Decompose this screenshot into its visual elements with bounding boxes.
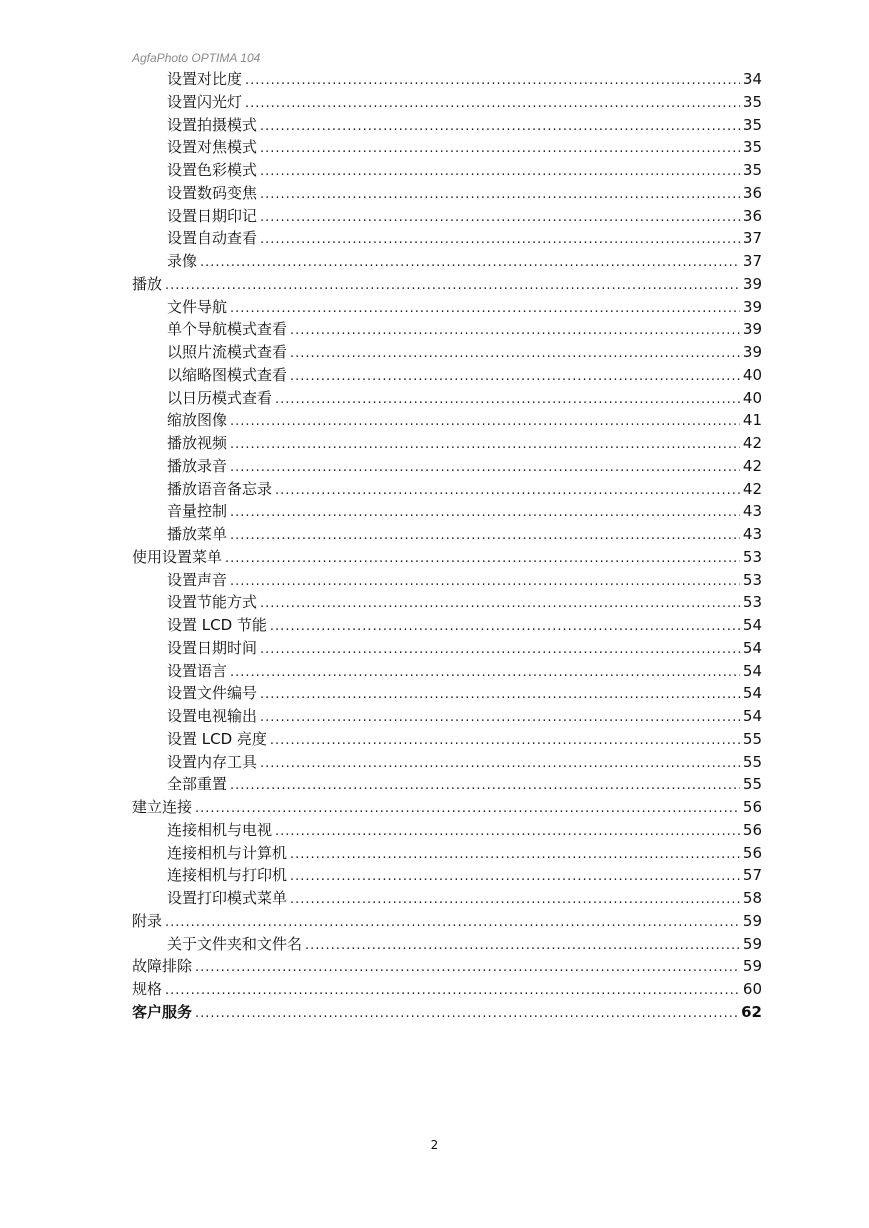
toc-entry-page: 40 <box>742 365 762 384</box>
toc-entry-title: 建立连接 <box>132 798 193 816</box>
toc-entry-title: 设置文件编号 <box>167 684 258 703</box>
toc-entry[interactable] <box>132 705 762 728</box>
toc-dot-leader <box>260 207 740 230</box>
toc-entry[interactable] <box>132 796 762 819</box>
toc-dot-leader <box>165 912 740 935</box>
toc-entry[interactable] <box>132 136 762 159</box>
toc-dot-leader <box>230 502 740 525</box>
toc-dot-leader <box>270 616 740 639</box>
toc-entry-page: 55 <box>742 752 762 771</box>
toc-entry-page: 42 <box>742 456 762 475</box>
toc-entry-page: 53 <box>742 570 762 589</box>
toc-entry-page: 42 <box>742 434 762 452</box>
toc-entry-title: 故障排除 <box>132 957 193 976</box>
toc-dot-leader <box>290 343 740 366</box>
toc-dot-leader <box>230 775 740 798</box>
toc-dot-leader <box>230 434 740 457</box>
toc-dot-leader <box>195 798 740 821</box>
toc-dot-leader <box>290 366 740 389</box>
toc-entry-title: 设置 LCD 节能 <box>167 616 267 634</box>
toc-entry-page: 54 <box>742 661 762 680</box>
toc-dot-leader <box>200 252 740 275</box>
toc-entry[interactable] <box>132 978 762 1001</box>
toc-entry-title: 设置日期印记 <box>167 206 258 225</box>
toc-entry[interactable] <box>132 773 762 796</box>
toc-entry[interactable] <box>132 227 762 250</box>
toc-dot-leader <box>230 457 740 480</box>
toc-entry-page: 56 <box>742 820 762 839</box>
toc-entry-title: 单个导航模式查看 <box>167 320 288 339</box>
toc-entry-page: 60 <box>742 980 762 998</box>
toc-entry-title: 设置色彩模式 <box>167 161 258 179</box>
toc-entry-page: 62 <box>741 1002 762 1021</box>
toc-entry-page: 53 <box>742 547 762 566</box>
toc-dot-leader <box>230 662 740 685</box>
toc-entry[interactable] <box>132 728 762 751</box>
toc-entry-page: 37 <box>742 252 762 270</box>
toc-entry-title: 设置闪光灯 <box>167 92 243 111</box>
toc-entry-page: 57 <box>742 866 762 885</box>
toc-entry-title: 设置拍摄模式 <box>167 115 258 134</box>
toc-entry[interactable] <box>132 159 762 182</box>
toc-entry-page: 55 <box>742 729 762 748</box>
toc-entry[interactable] <box>132 1001 762 1024</box>
toc-entry-title: 关于文件夹和文件名 <box>167 934 303 953</box>
toc-dot-leader <box>275 821 740 844</box>
table-of-contents <box>132 68 762 1024</box>
toc-entry-page: 54 <box>742 616 762 634</box>
toc-entry[interactable] <box>132 955 762 978</box>
toc-entry-page: 39 <box>742 320 762 339</box>
toc-dot-leader <box>275 389 740 412</box>
toc-entry-page: 59 <box>742 934 762 953</box>
toc-dot-leader <box>225 548 740 571</box>
toc-dot-leader <box>230 298 740 321</box>
toc-entry-title: 设置数码变焦 <box>167 183 258 202</box>
toc-dot-leader <box>290 866 740 889</box>
toc-dot-leader <box>260 639 740 662</box>
toc-dot-leader <box>290 320 740 343</box>
toc-dot-leader <box>260 184 740 207</box>
toc-dot-leader <box>260 116 740 139</box>
toc-entry-page: 37 <box>742 229 762 248</box>
toc-entry-title: 文件导航 <box>167 297 228 316</box>
toc-entry[interactable] <box>132 273 762 296</box>
toc-entry-page: 42 <box>742 479 762 498</box>
toc-dot-leader <box>195 1003 738 1026</box>
toc-entry-page: 55 <box>742 775 762 794</box>
toc-entry-title: 设置电视输出 <box>167 707 258 725</box>
toc-dot-leader <box>230 411 740 434</box>
toc-entry-page: 59 <box>742 957 762 976</box>
toc-entry[interactable] <box>132 387 762 410</box>
toc-dot-leader <box>305 935 740 958</box>
toc-entry-title: 设置打印模式菜单 <box>167 889 288 907</box>
toc-entry[interactable] <box>132 205 762 228</box>
toc-dot-leader <box>165 980 740 1003</box>
toc-entry-page: 43 <box>742 502 762 521</box>
toc-entry-title: 附录 <box>132 911 163 930</box>
toc-entry-title: 设置内存工具 <box>167 752 258 771</box>
toc-entry[interactable] <box>132 546 762 569</box>
toc-entry-page: 35 <box>742 138 762 157</box>
toc-entry-page: 41 <box>742 411 762 430</box>
toc-dot-leader <box>230 571 740 594</box>
toc-entry-page: 39 <box>742 297 762 316</box>
toc-entry-title: 播放语音备忘录 <box>167 479 273 498</box>
toc-entry[interactable] <box>132 864 762 887</box>
toc-entry-title: 设置对焦模式 <box>167 138 258 157</box>
toc-dot-leader <box>260 593 740 616</box>
toc-entry-page: 43 <box>742 525 762 543</box>
toc-entry-title: 缩放图像 <box>167 411 228 430</box>
toc-entry[interactable] <box>132 523 762 546</box>
toc-entry-page: 36 <box>742 183 762 202</box>
toc-dot-leader <box>260 707 740 730</box>
toc-entry-page: 58 <box>742 889 762 907</box>
toc-entry[interactable] <box>132 341 762 364</box>
toc-dot-leader <box>245 70 740 93</box>
toc-entry[interactable] <box>132 500 762 523</box>
toc-dot-leader <box>260 684 740 707</box>
page-number: 2 <box>430 1138 439 1152</box>
toc-dot-leader <box>270 730 740 753</box>
toc-entry[interactable] <box>132 933 762 956</box>
toc-entry-page: 34 <box>742 70 762 88</box>
toc-entry-title: 设置节能方式 <box>167 593 258 612</box>
toc-entry[interactable] <box>132 637 762 660</box>
toc-dot-leader <box>165 275 740 298</box>
toc-entry-title: 设置日期时间 <box>167 638 258 657</box>
toc-entry[interactable] <box>132 591 762 614</box>
toc-entry[interactable] <box>132 682 762 705</box>
toc-entry-page: 35 <box>742 161 762 179</box>
toc-dot-leader <box>260 138 740 161</box>
toc-entry-page: 54 <box>742 638 762 657</box>
toc-dot-leader <box>245 93 740 116</box>
toc-entry-page: 35 <box>742 115 762 134</box>
toc-entry[interactable] <box>132 409 762 432</box>
toc-entry[interactable] <box>132 364 762 387</box>
toc-entry[interactable] <box>132 114 762 137</box>
toc-entry-page: 39 <box>742 274 762 293</box>
toc-entry[interactable] <box>132 842 762 865</box>
toc-dot-leader <box>260 753 740 776</box>
toc-entry-page: 59 <box>742 911 762 930</box>
toc-entry-page: 56 <box>742 798 762 816</box>
toc-entry[interactable] <box>132 455 762 478</box>
toc-dot-leader <box>260 161 740 184</box>
toc-dot-leader <box>275 480 740 503</box>
toc-entry-page: 54 <box>742 707 762 725</box>
toc-entry[interactable] <box>132 318 762 341</box>
toc-entry-title: 使用设置菜单 <box>132 547 223 566</box>
toc-entry-title: 连接相机与打印机 <box>167 866 288 885</box>
toc-entry-title: 连接相机与计算机 <box>167 843 288 862</box>
toc-entry[interactable] <box>132 478 762 501</box>
toc-entry[interactable] <box>132 250 762 273</box>
toc-entry-title: 设置 LCD 亮度 <box>167 729 267 748</box>
toc-entry-title: 以日历模式查看 <box>167 388 273 407</box>
toc-entry-title: 播放 <box>132 274 163 293</box>
toc-entry[interactable] <box>132 751 762 774</box>
toc-entry-title: 以缩略图模式查看 <box>167 365 288 384</box>
toc-entry-title: 音量控制 <box>167 502 228 521</box>
toc-entry-title: 客户服务 <box>132 1002 193 1021</box>
toc-dot-leader <box>260 229 740 252</box>
toc-entry-page: 53 <box>742 593 762 612</box>
toc-entry-title: 设置声音 <box>167 570 228 589</box>
toc-dot-leader <box>230 525 740 548</box>
toc-entry-title: 规格 <box>132 980 163 998</box>
toc-entry-title: 设置自动查看 <box>167 229 258 248</box>
document-header: AgfaPhoto OPTIMA 104 <box>132 51 261 65</box>
toc-entry-page: 36 <box>742 206 762 225</box>
toc-entry[interactable] <box>132 432 762 455</box>
toc-entry[interactable] <box>132 910 762 933</box>
toc-entry-title: 播放菜单 <box>167 525 228 543</box>
toc-entry-title: 播放视频 <box>167 434 228 452</box>
toc-entry-page: 35 <box>742 92 762 111</box>
toc-dot-leader <box>290 844 740 867</box>
toc-entry[interactable] <box>132 182 762 205</box>
toc-entry[interactable] <box>132 91 762 114</box>
toc-entry[interactable] <box>132 660 762 683</box>
toc-entry-page: 54 <box>742 684 762 703</box>
toc-entry-page: 56 <box>742 843 762 862</box>
toc-entry-title: 设置对比度 <box>167 70 243 88</box>
toc-entry[interactable] <box>132 614 762 637</box>
toc-entry-title: 连接相机与电视 <box>167 820 273 839</box>
toc-entry[interactable] <box>132 296 762 319</box>
toc-entry-title: 播放录音 <box>167 456 228 475</box>
toc-entry[interactable] <box>132 569 762 592</box>
toc-entry-title: 以照片流模式查看 <box>167 343 288 361</box>
toc-dot-leader <box>290 889 740 912</box>
toc-entry[interactable] <box>132 68 762 91</box>
toc-entry[interactable] <box>132 887 762 910</box>
toc-dot-leader <box>195 957 740 980</box>
toc-entry-title: 录像 <box>167 252 198 270</box>
toc-entry[interactable] <box>132 819 762 842</box>
toc-entry-title: 全部重置 <box>167 775 228 794</box>
toc-entry-title: 设置语言 <box>167 661 228 680</box>
toc-entry-page: 40 <box>742 388 762 407</box>
toc-entry-page: 39 <box>742 343 762 361</box>
